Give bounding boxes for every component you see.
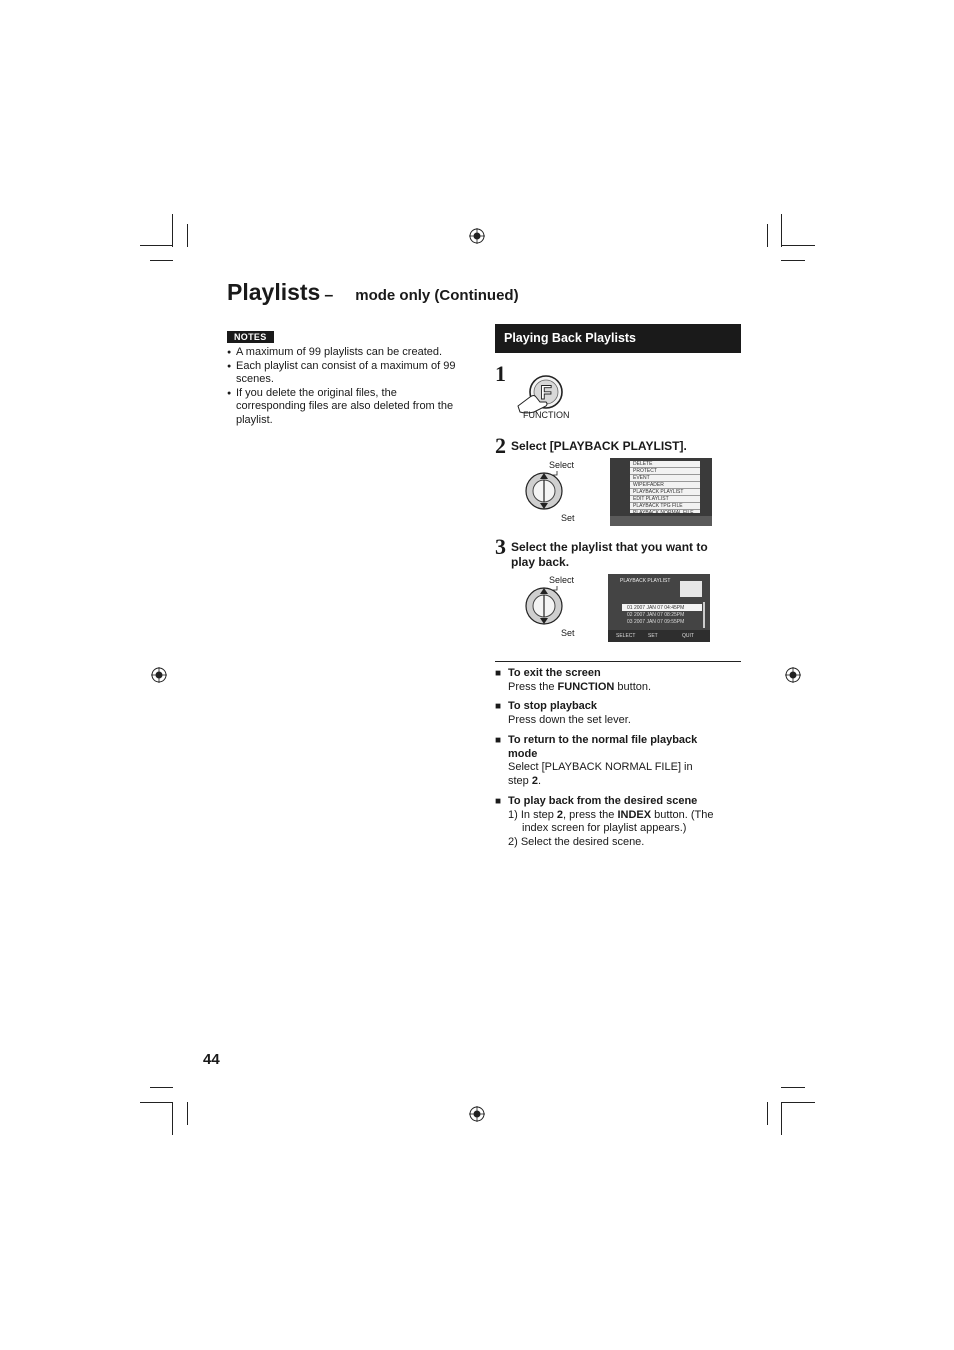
set-lever-icon bbox=[524, 584, 564, 628]
menu-item: PLAYBACK PLAYLIST bbox=[630, 489, 700, 496]
step-number: 2 bbox=[495, 433, 506, 458]
title-main: Playlists bbox=[227, 279, 321, 305]
registration-mark-icon bbox=[469, 1106, 485, 1122]
step-number: 1 bbox=[495, 361, 506, 386]
tip-heading: ■ To exit the screen bbox=[495, 667, 741, 681]
tip-body: Press down the set lever. bbox=[508, 713, 631, 726]
step-number: 3 bbox=[495, 534, 506, 559]
tip-heading: ■ To return to the normal file playback mode bbox=[495, 734, 741, 761]
footer-quit-hint: QUIT bbox=[682, 633, 694, 639]
tip-desired-scene bbox=[495, 795, 741, 849]
title-subtitle: mode only (Continued) bbox=[355, 287, 519, 304]
tip-normal-mode bbox=[495, 734, 741, 788]
set-label: Set bbox=[561, 513, 575, 523]
footer-select-hint: SELECT bbox=[616, 633, 636, 639]
playlist-row: 02 2007 JAN 07 08:25PM bbox=[627, 612, 685, 618]
registration-mark-icon bbox=[469, 228, 485, 244]
page-title bbox=[227, 279, 519, 306]
notes-list bbox=[227, 346, 467, 427]
select-label: Select bbox=[549, 575, 575, 585]
playlist-row: 01 2007 JAN 07 04:45PM bbox=[627, 605, 685, 611]
section-header: Playing Back Playlists bbox=[495, 324, 741, 353]
svg-text:F: F bbox=[540, 383, 552, 404]
tip-heading: ■ To stop playback bbox=[495, 700, 741, 714]
function-button-icon bbox=[516, 372, 566, 414]
tip-substep: 2) Select the desired scene. bbox=[508, 835, 645, 848]
tip-body: Select [PLAYBACK NORMAL FILE] in step 2. bbox=[508, 761, 693, 787]
playlist-row: 03 2007 JAN 07 09:55PM bbox=[627, 619, 685, 625]
step-instruction-line: Select the playlist that you want to bbox=[511, 540, 708, 554]
playlist-screen bbox=[608, 574, 710, 642]
step-instruction-line: play back. bbox=[511, 555, 570, 569]
note-item: ● A maximum of 99 playlists can be created. bbox=[227, 346, 467, 360]
set-lever-icon bbox=[524, 469, 564, 513]
step-instruction: Select [PLAYBACK PLAYLIST]. bbox=[511, 439, 687, 453]
note-item: ● If you delete the original files, the corresponding files are also deleted from the playlist. bbox=[227, 387, 467, 428]
select-label: Select bbox=[549, 460, 575, 470]
menu-list bbox=[630, 461, 700, 516]
registration-mark-icon bbox=[151, 667, 167, 683]
footer-set-hint: SET bbox=[648, 633, 658, 639]
scrollbar bbox=[703, 602, 705, 628]
menu-screen bbox=[610, 458, 712, 526]
divider bbox=[495, 661, 741, 662]
tip-stop bbox=[495, 700, 741, 727]
menu-item: PLAYBACK NORMAL FILE bbox=[630, 510, 700, 517]
menu-item: EDIT PLAYLIST bbox=[630, 496, 700, 503]
menu-item: PLAYBACK TPG FILE bbox=[630, 503, 700, 510]
notes-badge: NOTES bbox=[227, 331, 274, 343]
menu-item: DELETE bbox=[630, 461, 700, 468]
function-button-label: FUNCTION bbox=[523, 410, 570, 420]
tip-substep: 1) In step 2, press the INDEX button. (The index screen for playlist appears.) bbox=[508, 808, 714, 834]
playlist-screen-title: PLAYBACK PLAYLIST bbox=[620, 578, 671, 584]
step-instruction bbox=[511, 540, 708, 570]
registration-mark-icon bbox=[785, 667, 801, 683]
tip-heading: ■ To play back from the desired scene bbox=[495, 795, 741, 809]
menu-item: EVENT bbox=[630, 475, 700, 482]
title-dash: – bbox=[324, 287, 334, 304]
set-label: Set bbox=[561, 628, 575, 638]
note-item: ● Each playlist can consist of a maximum of 99 scenes. bbox=[227, 360, 467, 387]
menu-item: PROTECT bbox=[630, 468, 700, 475]
page-number: 44 bbox=[203, 1051, 220, 1068]
menu-item: WIPE/FADER bbox=[630, 482, 700, 489]
tip-exit bbox=[495, 667, 741, 694]
tip-body: Press the FUNCTION button. bbox=[508, 680, 652, 693]
thumbnail-image bbox=[680, 581, 702, 597]
